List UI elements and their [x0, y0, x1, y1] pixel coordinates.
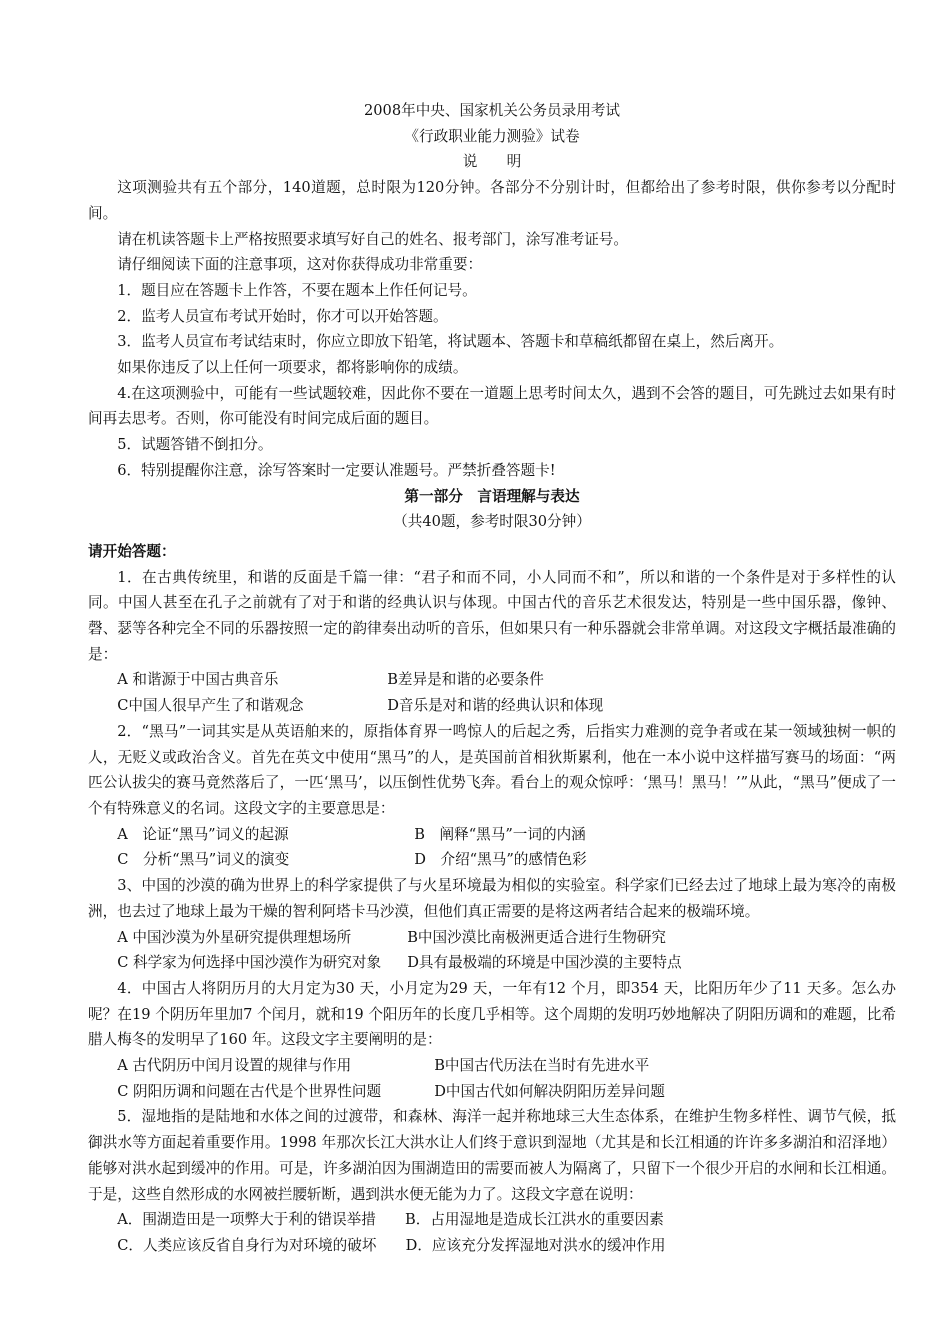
option-a: A 古代阴历中闰月设置的规律与作用	[117, 1057, 352, 1075]
section-heading: 说 明	[462, 153, 522, 171]
option-b: B．占用湿地是造成长江洪水的重要因素	[405, 1211, 664, 1229]
option-row	[88, 847, 896, 873]
notice-item: 2．监考人员宣布考试开始时，你才可以开始答题。	[117, 307, 448, 325]
option-d: D中国古代如何解决阴阳历差异问题	[434, 1082, 665, 1100]
option-c: C．人类应该反省自身行为对环境的破坏	[117, 1236, 377, 1254]
exam-page	[88, 98, 896, 1259]
option-row	[88, 925, 896, 951]
notice-item: 5．试题答错不倒扣分。	[117, 436, 273, 454]
instruction-paragraph: 这项测验共有五个部分，140道题，总时限为120分钟。各部分不分别计时，但都给出了参考时限，供你参考以分配时间。	[88, 179, 896, 222]
option-d: D 介绍“黑马”的感情色彩	[414, 851, 587, 869]
option-b: B中国沙漠比南极洲更适合进行生物研究	[407, 928, 667, 946]
option-row	[88, 822, 896, 848]
part-title: 第一部分 言语理解与表达	[404, 487, 580, 505]
option-row	[88, 1053, 896, 1079]
option-row	[88, 667, 896, 693]
notice-item: 1．题目应在答题卡上作答，不要在题本上作任何记号。	[117, 281, 477, 299]
option-row	[88, 1207, 896, 1233]
option-c: C 分析“黑马”词义的演变	[117, 851, 290, 869]
option-c: C中国人很早产生了和谐观念	[117, 697, 304, 715]
start-prompt: 请开始答题：	[88, 542, 176, 560]
option-a: A 中国沙漠为外星研究提供理想场所	[117, 928, 352, 946]
option-c: C 科学家为何选择中国沙漠作为研究对象	[117, 954, 382, 972]
option-b: B差异是和谐的必要条件	[387, 671, 544, 689]
instruction-paragraph: 请仔细阅读下面的注意事项，这对你获得成功非常重要：	[117, 256, 483, 274]
option-b: B 阐释“黑马”一词的内涵	[414, 825, 586, 843]
question-stem: 1．在古典传统里，和谐的反面是千篇一律：“君子和而不同，小人同而不和”，所以和谐的一个条件是对于多样性的认同。中国人甚至在孔子之前就有了对于和谐的经典认识与体现。中国古代的音乐艺术很发达，特别是一些中国乐器，像钟、磬、瑟等各种完全不同的乐器按照一定的韵律奏出动听的音乐，但如果只有一种乐器就会非常单调。对这段文字概括最准确的是：	[88, 568, 896, 663]
option-row	[88, 1079, 896, 1105]
option-a: A 和谐源于中国古典音乐	[117, 671, 279, 689]
exam-title: 2008年中央、国家机关公务员录用考试	[363, 102, 621, 119]
instruction-paragraph: 请在机读答题卡上严格按照要求填写好自己的姓名、报考部门，涂写准考证号。	[117, 230, 628, 248]
option-d: D音乐是对和谐的经典认识和体现	[387, 697, 604, 715]
option-a: A．围湖造田是一项弊大于利的错误举措	[117, 1211, 376, 1229]
exam-subtitle: 《行政职业能力测验》试卷	[404, 127, 580, 145]
option-d: D．应该充分发挥湿地对洪水的缓冲作用	[405, 1236, 666, 1254]
part-subtitle: （共40题，参考时限30分钟）	[393, 513, 591, 531]
question-stem: 2．“黑马”一词其实是从英语舶来的，原指体育界一鸣惊人的后起之秀，后指实力难测的竞争者或在某一领域独树一帜的人，无贬义或政治含义。首先在英文中使用“黑马”的人，是英国前首相狄斯累利，他在一本小说中这样描写赛马的场面：“两匹公认拔尖的赛马竟然落后了，一匹‘黑马’，以压倒性优势飞奔。看台上的观众惊呼：‘黑马！黑马！’”从此，“黑马”便成了一个有特殊意义的名词。这段文字的主要意思是：	[88, 722, 896, 817]
option-row	[88, 1233, 896, 1259]
option-d: D具有最极端的环境是中国沙漠的主要特点	[407, 954, 682, 972]
warning-text: 如果你违反了以上任何一项要求，都将影响你的成绩。	[117, 359, 468, 377]
option-c: C 阴阳历调和问题在古代是个世界性问题	[117, 1082, 382, 1100]
option-a: A 论证“黑马”词义的起源	[117, 825, 289, 843]
option-b: B中国古代历法在当时有先进水平	[434, 1057, 650, 1075]
notice-item: 6．特别提醒你注意，涂写答案时一定要认准题号。严禁折叠答题卡!	[117, 461, 556, 479]
question-stem: 4．中国古人将阴历月的大月定为30 天，小月定为29 天，一年有12 个月，即354 天，比阳历年少了11 天多。怎么办呢？在19 个阴历年里加7 个闰月，就和19 个阳历年的长度几乎相等。这个周期的发明巧妙地解决了阴阳历调和的难题，比希腊人梅冬的发明早了160 年。这段文字主要阐明的是：	[88, 979, 896, 1049]
question-stem: 5．湿地指的是陆地和水体之间的过渡带，和森林、海洋一起并称地球三大生态体系，在维护生物多样性、调节气候，抵御洪水等方面起着重要作用。1998 年那次长江大洪水让人们终于意识到湿地（尤其是和长江相通的许许多多湖泊和沼泽地）能够对洪水起到缓冲的作用。可是，许多湖泊因为围湖造田的需要而被人为隔离了，只留下一个很少开启的水闸和长江相通。于是，这些自然形成的水网被拦腰斩断，遇到洪水便无能为力了。这段文字意在说明：	[88, 1108, 896, 1203]
option-row	[88, 950, 896, 976]
option-row	[88, 693, 896, 719]
notice-item: 3．监考人员宣布考试结束时，你应立即放下铅笔，将试题本、答题卡和草稿纸都留在桌上，然后离开。	[117, 333, 784, 351]
notice-item: 4.在这项测验中，可能有一些试题较难，因此你不要在一道题上思考时间太久，遇到不会答的题目，可先跳过去如果有时间再去思考。否则，你可能没有时间完成后面的题目。	[88, 384, 896, 428]
question-stem: 3、中国的沙漠的确为世界上的科学家提供了与火星环境最为相似的实验室。科学家们已经去过了地球上最为寒冷的南极洲，也去过了地球上最为干燥的智利阿塔卡马沙漠，但他们真正需要的是将这两者结合起来的极端环境。	[88, 877, 896, 920]
